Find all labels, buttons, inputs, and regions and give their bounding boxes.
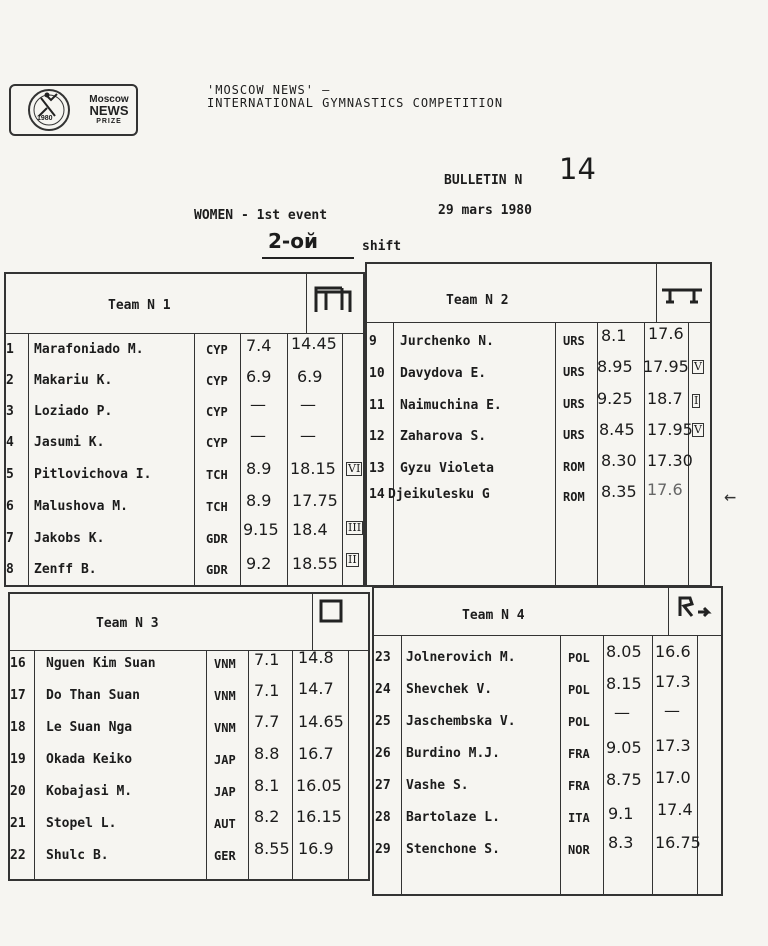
athlete-country: GER <box>214 849 236 863</box>
athlete-total: 17.6 <box>648 324 684 343</box>
athlete-name: Zaharova S. <box>400 429 487 444</box>
uneven-bars-icon <box>312 284 356 314</box>
athlete-score: 9.15 <box>243 520 279 539</box>
athlete-country: POL <box>568 651 590 665</box>
team-4-col-line <box>697 635 698 896</box>
athlete-score: 7.4 <box>246 336 272 355</box>
athlete-score: 7.1 <box>254 650 280 669</box>
team-4-col-line <box>603 635 604 896</box>
shift-number-handwritten: 2-ой <box>268 229 318 253</box>
athlete-number: 4 <box>6 435 14 450</box>
place-marker: V <box>694 423 702 436</box>
athlete-country: URS <box>563 365 585 379</box>
place-marker: VI <box>348 462 361 475</box>
athlete-country: JAP <box>214 785 236 799</box>
document-heading <box>207 84 503 110</box>
athlete-name: Loziado P. <box>34 404 113 419</box>
athlete-score: 8.75 <box>606 770 642 789</box>
athlete-number: 21 <box>10 816 26 831</box>
athlete-score: 8.1 <box>254 776 280 795</box>
athlete-country: NOR <box>568 843 590 857</box>
athlete-total: 17.30 <box>647 451 693 470</box>
event-date: 29 mars 1980 <box>438 203 532 218</box>
team-2-col-line <box>555 322 556 587</box>
team-1-icon-divider <box>306 272 307 333</box>
athlete-name: Vashe S. <box>406 778 469 793</box>
athlete-country: TCH <box>206 468 228 482</box>
athlete-country: AUT <box>214 817 236 831</box>
athlete-name: Jurchenko N. <box>400 334 494 349</box>
team-1-title: Team N 1 <box>108 298 171 313</box>
athlete-name: Shulc B. <box>46 848 109 863</box>
athlete-name: Okada Keiko <box>46 752 133 767</box>
athlete-number: 11 <box>369 398 385 413</box>
athlete-score: 8.9 <box>246 491 272 510</box>
athlete-country: CYP <box>206 343 228 357</box>
team-3-col-line <box>34 650 35 881</box>
athlete-score: 8.35 <box>601 482 637 501</box>
shift-label: shift <box>362 239 402 254</box>
team-1-col-line <box>240 333 241 587</box>
athlete-number: 2 <box>6 373 14 388</box>
athlete-country: VNM <box>214 721 236 735</box>
team-3-icon-divider <box>312 592 313 650</box>
team-1-col-line <box>342 333 343 587</box>
event-label: WOMEN - 1st event <box>194 208 328 223</box>
logo-line-1: Moscow <box>89 94 129 105</box>
athlete-score: 8.1 <box>601 326 627 345</box>
athlete-country: URS <box>563 397 585 411</box>
heading-line-1: 'MOSCOW NEWS' — <box>207 83 331 97</box>
athlete-number: 19 <box>10 752 26 767</box>
margin-arrow-icon: ← <box>724 484 737 508</box>
athlete-total: 18.15 <box>290 459 336 478</box>
heading-line-2: INTERNATIONAL GYMNASTICS COMPETITION <box>207 96 504 110</box>
team-1-col-line <box>287 333 288 587</box>
athlete-score: — <box>250 426 266 445</box>
athlete-score: — <box>614 703 630 722</box>
balance-beam-icon <box>660 282 704 304</box>
team-1-col-line <box>28 333 29 587</box>
athlete-score: 9.05 <box>606 738 642 757</box>
athlete-name: Makariu K. <box>34 373 113 388</box>
athlete-number: 23 <box>375 650 391 665</box>
athlete-number: 27 <box>375 778 391 793</box>
athlete-country: GDR <box>206 532 228 546</box>
athlete-country: ITA <box>568 811 590 825</box>
athlete-name: Jolnerovich M. <box>406 650 516 665</box>
athlete-total: 17.95 <box>647 420 693 439</box>
athlete-number: 10 <box>369 366 385 381</box>
athlete-number: 1 <box>6 342 14 357</box>
athlete-number: 24 <box>375 682 391 697</box>
athlete-score: 9.25 <box>597 389 633 408</box>
athlete-number: 3 <box>6 404 14 419</box>
athlete-total: 17.75 <box>292 491 338 510</box>
athlete-total: 16.6 <box>655 642 691 661</box>
athlete-total: 6.9 <box>297 367 323 386</box>
athlete-number: 7 <box>6 531 14 546</box>
athlete-number: 20 <box>10 784 26 799</box>
athlete-name: Malushova M. <box>34 499 128 514</box>
athlete-name: Stenchone S. <box>406 842 500 857</box>
athlete-number: 18 <box>10 720 26 735</box>
athlete-number: 17 <box>10 688 26 703</box>
athlete-total: 14.65 <box>298 712 344 731</box>
athlete-country: URS <box>563 334 585 348</box>
team-3-col-line <box>348 650 349 881</box>
athlete-total: 14.7 <box>298 679 334 698</box>
athlete-country: CYP <box>206 374 228 388</box>
athlete-score: 9.1 <box>608 804 634 823</box>
athlete-number: 9 <box>369 334 377 349</box>
athlete-country: ROM <box>563 490 585 504</box>
athlete-score: 8.55 <box>254 839 290 858</box>
athlete-total: 17.4 <box>657 800 693 819</box>
athlete-score: 8.9 <box>246 459 272 478</box>
team-3-col-line <box>206 650 207 881</box>
team-2-icon-divider <box>656 262 657 322</box>
athlete-name: Jasumi K. <box>34 435 105 450</box>
athlete-number: 12 <box>369 429 385 444</box>
athlete-country: FRA <box>568 747 590 761</box>
athlete-name: Stopel L. <box>46 816 117 831</box>
athlete-name: Davydova E. <box>400 366 487 381</box>
team-1-col-line <box>194 333 195 587</box>
athlete-country: CYP <box>206 436 228 450</box>
athlete-total: 16.75 <box>655 833 701 852</box>
team-4-col-line <box>652 635 653 896</box>
athlete-country: CYP <box>206 405 228 419</box>
athlete-name: Marafoniado M. <box>34 342 144 357</box>
athlete-number: 29 <box>375 842 391 857</box>
athlete-total: 14.8 <box>298 648 334 667</box>
athlete-name: Gyzu Violeta <box>400 461 494 476</box>
athlete-score: 9.2 <box>246 554 272 573</box>
team-4-icon-divider <box>668 586 669 635</box>
athlete-total: 17.95 <box>643 357 689 376</box>
place-marker: I <box>694 394 699 407</box>
athlete-name: Bartolaze L. <box>406 810 500 825</box>
athlete-number: 6 <box>6 499 14 514</box>
athlete-score: 8.45 <box>599 420 635 439</box>
athlete-total: — <box>300 395 316 414</box>
team-2-title: Team N 2 <box>446 293 509 308</box>
athlete-country: POL <box>568 715 590 729</box>
shift-underline <box>262 257 354 259</box>
athlete-name: Nguen Kim Suan <box>46 656 156 671</box>
athlete-number: 5 <box>6 467 14 482</box>
athlete-total: — <box>300 426 316 445</box>
athlete-total: — <box>664 701 680 720</box>
team-4-col-line <box>560 635 561 896</box>
team-4-title: Team N 4 <box>462 608 525 623</box>
bulletin-label: BULLETIN N <box>444 173 523 188</box>
athlete-country: FRA <box>568 779 590 793</box>
logo-text <box>81 94 137 127</box>
athlete-score: — <box>250 395 266 414</box>
athlete-score: 7.1 <box>254 681 280 700</box>
team-2-col-line <box>393 322 394 587</box>
athlete-score: 8.30 <box>601 451 637 470</box>
athlete-number: 14 <box>369 487 385 502</box>
athlete-number: 26 <box>375 746 391 761</box>
athlete-total: 18.7 <box>647 389 683 408</box>
athlete-number: 16 <box>10 656 26 671</box>
athlete-total: 17.3 <box>655 672 691 691</box>
team-4-col-line <box>401 635 402 896</box>
athlete-score: 8.2 <box>254 807 280 826</box>
athlete-number: 13 <box>369 461 385 476</box>
athlete-name: Kobajasi M. <box>46 784 133 799</box>
athlete-country: GDR <box>206 563 228 577</box>
athlete-total: 16.7 <box>298 744 334 763</box>
athlete-score: 8.05 <box>606 642 642 661</box>
athlete-name: Djeikulesku G <box>388 487 490 502</box>
athlete-score: 8.8 <box>254 744 280 763</box>
athlete-score: 8.15 <box>606 674 642 693</box>
athlete-total: 18.55 <box>292 554 338 573</box>
team-4-header-divider <box>372 635 723 636</box>
athlete-name: Zenff B. <box>34 562 97 577</box>
moscow-news-logo <box>9 84 138 136</box>
logo-line-2: NEWS <box>89 103 129 118</box>
floor-icon <box>676 592 716 620</box>
team-3-panel <box>8 592 370 881</box>
athlete-total: 17.0 <box>655 768 691 787</box>
athlete-country: TCH <box>206 500 228 514</box>
athlete-name: Do Than Suan <box>46 688 140 703</box>
logo-line-3: PRIZE <box>96 118 122 125</box>
athlete-total: 17.6 <box>647 480 683 499</box>
athlete-name: Jakobs K. <box>34 531 105 546</box>
bulletin-number: 14 <box>559 152 596 186</box>
team-3-col-line <box>248 650 249 881</box>
athlete-country: POL <box>568 683 590 697</box>
athlete-score: 6.9 <box>246 367 272 386</box>
logo-year: 1980 <box>37 115 53 122</box>
athlete-country: VNM <box>214 689 236 703</box>
athlete-total: 16.9 <box>298 839 334 858</box>
team-3-title: Team N 3 <box>96 616 159 631</box>
team-3-col-line <box>292 650 293 881</box>
place-marker: V <box>694 360 702 373</box>
place-marker: III <box>348 521 362 534</box>
athlete-score: 8.95 <box>597 357 633 376</box>
athlete-total: 14.45 <box>291 334 337 353</box>
athlete-total: 17.3 <box>655 736 691 755</box>
athlete-country: JAP <box>214 753 236 767</box>
athlete-name: Pitlovichova I. <box>34 467 152 482</box>
athlete-total: 18.4 <box>292 520 328 539</box>
athlete-name: Le Suan Nga <box>46 720 133 735</box>
athlete-country: URS <box>563 428 585 442</box>
athlete-name: Burdino M.J. <box>406 746 500 761</box>
athlete-name: Shevchek V. <box>406 682 493 697</box>
athlete-country: ROM <box>563 460 585 474</box>
athlete-total: 16.15 <box>296 807 342 826</box>
athlete-number: 28 <box>375 810 391 825</box>
athlete-number: 8 <box>6 562 14 577</box>
athlete-number: 25 <box>375 714 391 729</box>
athlete-country: VNM <box>214 657 236 671</box>
athlete-total: 16.05 <box>296 776 342 795</box>
vault-icon <box>318 598 344 624</box>
athlete-score: 7.7 <box>254 712 280 731</box>
athlete-name: Jaschembska V. <box>406 714 516 729</box>
athlete-name: Naimuchina E. <box>400 398 502 413</box>
athlete-score: 8.3 <box>608 833 634 852</box>
athlete-number: 22 <box>10 848 26 863</box>
place-marker: II <box>348 553 357 566</box>
team-2-header-divider <box>365 322 712 323</box>
